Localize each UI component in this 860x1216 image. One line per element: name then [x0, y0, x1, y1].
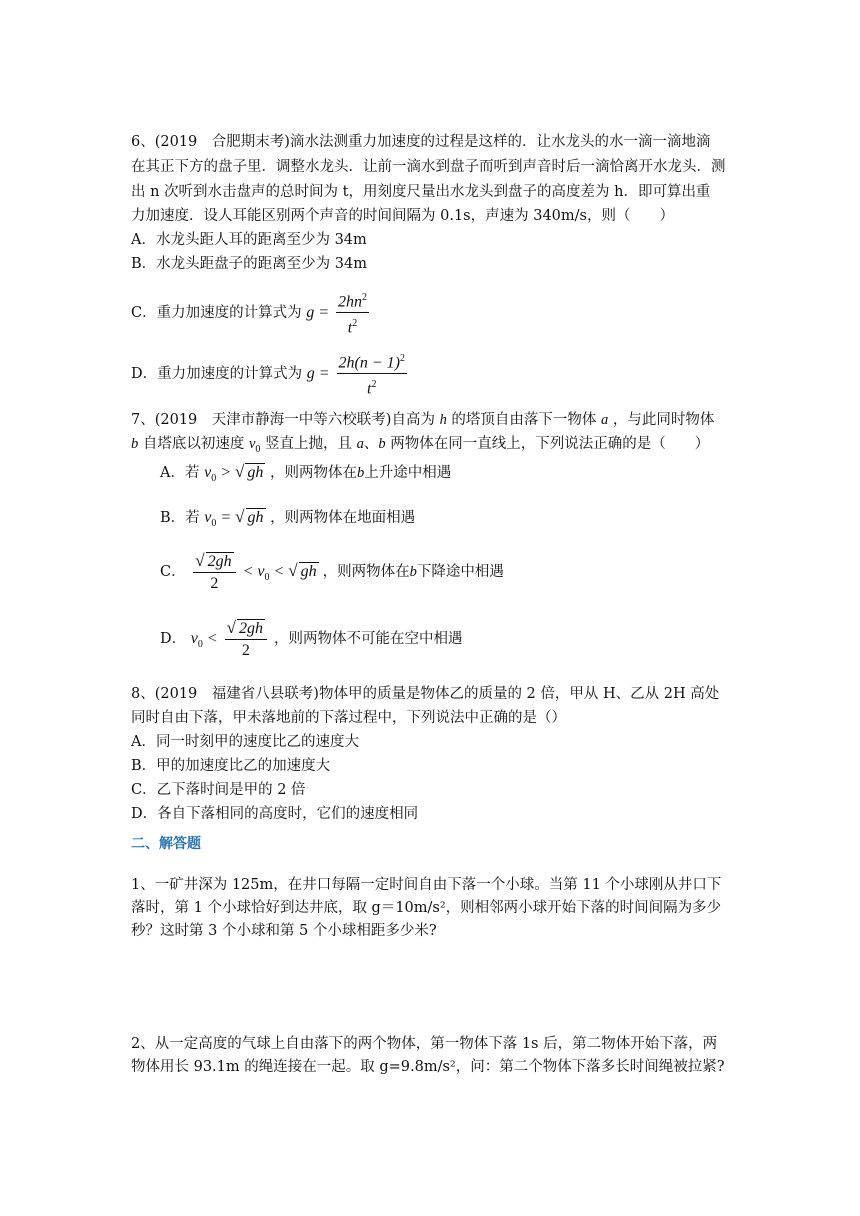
- q6-line-2: 在其正下方的盘子里．调整水龙头．让前一滴水到盘子而听到声音时后一滴恰离开水龙头．测: [131, 159, 726, 175]
- q7-var-h: h: [439, 412, 447, 428]
- q7-var-b: b: [131, 436, 139, 452]
- q7-line-2-part-3: 两物体在同一直线上，下列说法正确的是（ ）: [390, 436, 710, 452]
- q7-option-a-label: A．若: [160, 465, 200, 481]
- q7-option-d-text: ，则两物体不可能在空中相遇: [274, 631, 463, 648]
- q7-line-2: [131, 434, 709, 460]
- q8-line-2: 同时自由下落，甲未落地前的下落过程中，下列说法中正确的是（）: [131, 710, 566, 726]
- q7-option-c-text: ，则两物体在: [322, 564, 410, 581]
- q7-var-v0: $v_0$: [248, 436, 261, 455]
- q7-var-a: a: [601, 412, 609, 428]
- section-title: 二、解答题: [131, 836, 201, 852]
- q6-option-b: B．水龙头距盘子的距离至少为 34m: [131, 256, 367, 272]
- q7-option-c-formula: $\frac{√ 2gh}{2}$ < $v_0$ < √ gh: [195, 551, 317, 592]
- q7-line-1: [131, 410, 714, 430]
- p1-line-1: 1、一矿井深为 125m，在井口每隔一定时间自由下落一个小球。当第 11 个小球刚从井口下: [131, 877, 722, 893]
- q7-line-2-part-1: 自塔底以初速度: [142, 436, 245, 452]
- q7-option-a: [160, 461, 451, 484]
- q7-line-1-part-3: ，与此同时物体: [612, 412, 715, 428]
- q6-option-c-text: C．重力加速度的计算式为: [131, 305, 302, 321]
- q6-option-d: [131, 350, 410, 399]
- q7-option-b-formula: $v_0$ = √ gh: [204, 507, 264, 530]
- q8-option-c: C．乙下落时间是甲的 2 倍: [131, 782, 306, 798]
- q6-option-c: [131, 289, 372, 338]
- q7-var-b-2: b: [378, 436, 386, 452]
- q7-option-b-text: ，则两物体在地面相遇: [270, 510, 416, 526]
- q7-option-a-text: ，则两物体在: [269, 465, 357, 481]
- q7-line-2-part-2: 竖直上抛，且: [265, 436, 353, 452]
- q7-option-d: [160, 619, 463, 660]
- q7-option-a-end: 上升途中相遇: [364, 465, 452, 481]
- q6-option-d-text: D．重力加速度的计算式为: [131, 366, 303, 382]
- q6-line-3: 出 n 次听到水击盘声的总时间为 t，用刻度尺量出水龙头到盘子的高度差为 h．即可算出重: [131, 184, 711, 200]
- p2-line-1: 2、从一定高度的气球上自由落下的两个物体，第一物体下落 1s 后，第二物体开始下落，两: [131, 1036, 718, 1052]
- q7-option-b-label: B．若: [160, 510, 200, 526]
- q7-option-d-label: D．: [160, 631, 187, 648]
- q6-line-1: 6、(2019 合肥期末考)滴水法测重力加速度的过程是这样的．让水龙头的水一滴一滴地滴: [131, 134, 711, 150]
- p2-line-2: 物体用长 93.1m 的绳连接在一起。取 g=9.8m/s²，问：第二个物体下落多长时间绳被拉紧?: [131, 1059, 725, 1075]
- q6-option-a: A．水龙头距人耳的距离至少为 34m: [131, 232, 367, 248]
- q7-option-a-formula: $v_0$ > √ gh: [204, 462, 264, 485]
- q7-option-b: [160, 506, 415, 529]
- q8-option-b: B．甲的加速度比乙的加速度大: [131, 758, 331, 774]
- q6-option-d-formula: g = $\frac{2h(n - 1)^2}{t^2}$: [307, 365, 410, 382]
- q7-line-1-part-1: 7、(2019 天津市静海一中等六校联考)自高为: [131, 412, 435, 428]
- q6-line-4: 力加速度．设人耳能区别两个声音的时间间隔为 0.1s，声速为 340m/s，则（ ）: [131, 208, 674, 224]
- q7-option-d-formula: $v_0$ < $\frac{√ 2gh}{2}$: [191, 630, 274, 647]
- p1-line-3: 秒？这时第 3 个小球和第 5 个小球相距多少米?: [131, 923, 437, 939]
- q6-option-c-formula: g = $\frac{2hn^2}{t^2}$: [306, 304, 372, 321]
- q7-option-c-var-b: b: [409, 564, 417, 581]
- q8-option-a: A．同一时刻甲的速度比乙的速度大: [131, 734, 359, 750]
- q7-option-c-label: C．: [160, 564, 186, 581]
- q7-option-c-end: 下降途中相遇: [416, 564, 504, 581]
- q7-option-a-var-b: b: [356, 465, 365, 481]
- q7-sep: 、: [363, 436, 379, 452]
- q7-line-1-part-2: 的塔顶自由落下一物体: [451, 412, 597, 428]
- q7-var-a-2: a: [356, 436, 364, 452]
- q8-line-1: 8、(2019 福建省八县联考)物体甲的质量是物体乙的质量的 2 倍，甲从 H、乙从 2H 高处: [131, 686, 720, 702]
- q7-option-c: [160, 552, 504, 593]
- q8-option-d: D．各自下落相同的高度时，它们的速度相同: [131, 806, 419, 822]
- p1-line-2: 落时，第 1 个小球恰好到达井底，取 g＝10m/s²，则相邻两小球开始下落的时间间隔为多少: [131, 900, 722, 916]
